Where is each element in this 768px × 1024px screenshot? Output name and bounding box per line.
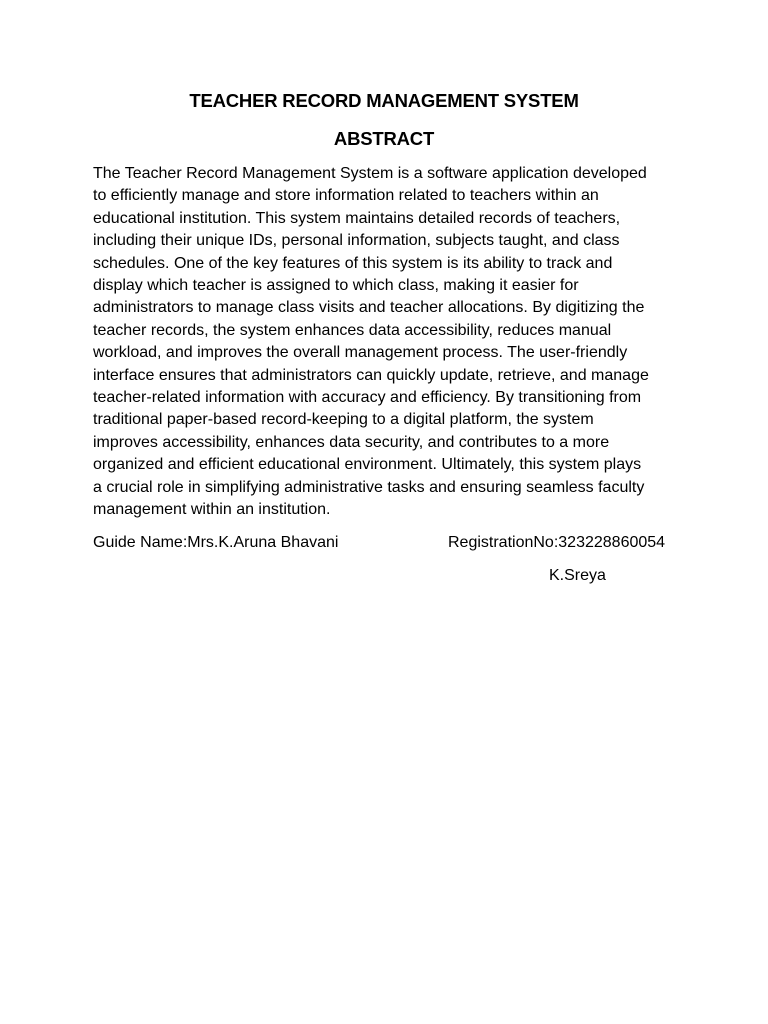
- abstract-line: including their unique IDs, personal information, subjects taught, and class: [93, 232, 620, 250]
- guide-name: Guide Name:Mrs.K.Aruna Bhavani: [93, 534, 339, 551]
- abstract-line: to efficiently manage and store information related to teachers within an: [93, 187, 599, 205]
- abstract-line: teacher records, the system enhances data accessibility, reduces manual: [93, 321, 612, 339]
- abstract-line: The Teacher Record Management System is a software application developed: [93, 165, 647, 182]
- abstract-line: educational institution. This system maintains detailed records of teachers,: [93, 209, 621, 227]
- registration-number: RegistrationNo:323228860054: [448, 534, 666, 551]
- document-title: TEACHER RECORD MANAGEMENT SYSTEM: [189, 90, 579, 111]
- abstract-line: display which teacher is assigned to which class, making it easier for: [93, 277, 579, 295]
- abstract-line: organized and efficient educational environment. Ultimately, this system plays: [93, 456, 642, 474]
- abstract-line: management within an institution.: [93, 501, 331, 519]
- section-heading-abstract: ABSTRACT: [333, 128, 435, 149]
- student-name: K.Sreya: [549, 567, 606, 584]
- abstract-line: a crucial role in simplifying administrative tasks and ensuring seamless faculty: [93, 478, 645, 496]
- abstract-line: schedules. One of the key features of this system is its ability to track and: [93, 254, 613, 272]
- abstract-line: traditional paper-based record-keeping to a digital platform, the system: [93, 411, 594, 429]
- abstract-line: teacher-related information with accuracy and efficiency. By transitioning from: [93, 389, 642, 407]
- abstract-line: improves accessibility, enhances data security, and contributes to a more: [93, 433, 610, 451]
- abstract-paragraph: [93, 163, 673, 522]
- abstract-line: administrators to manage class visits and teacher allocations. By digitizing the: [93, 299, 645, 317]
- abstract-line: workload, and improves the overall management process. The user-friendly: [93, 344, 628, 362]
- abstract-line: interface ensures that administrators can quickly update, retrieve, and manage: [93, 366, 649, 384]
